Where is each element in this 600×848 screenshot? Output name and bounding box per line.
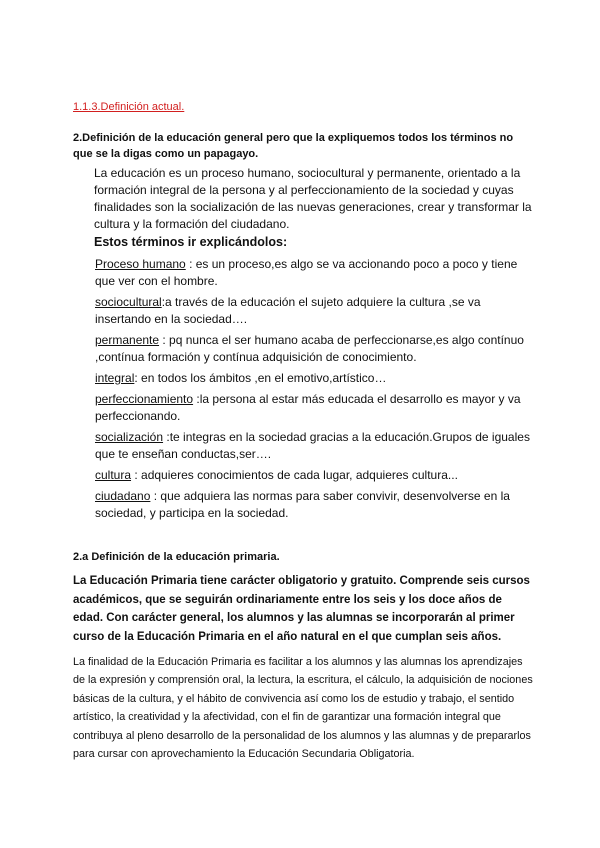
term-item-permanente (95, 332, 535, 366)
term-item-sociocultural (95, 294, 535, 328)
term-label: cultura (95, 468, 132, 482)
term-label: integral (95, 371, 135, 385)
section-heading-link[interactable]: 1.1.3.Definición actual. (73, 101, 185, 113)
term-label: socialización (95, 430, 164, 444)
term-explanation: : pq nunca el ser humano acaba de perfeccionarse,es algo contínuo ,contínua formación y contínua adquisición de conocimiento. (95, 333, 524, 364)
term-label: Proceso humano (95, 257, 186, 271)
term-item-proceso-humano (95, 256, 535, 290)
term-label: permanente (95, 333, 160, 347)
term-item-ciudadano (95, 488, 535, 522)
term-item-cultura (95, 467, 535, 484)
term-explanation: : en todos los ámbitos ,en el emotivo,artístico… (134, 371, 387, 385)
term-explanation: :la persona al estar más educada el desarrollo es mayor y va perfeccionando. (95, 392, 521, 423)
education-definition: La educación es un proceso humano, sociocultural y permanente, orientado a la formación integral de la persona y al perfeccionamiento de la sociedad y cuyas finalidades son la socialización de las nuevas generaciones, crear y transformar la cultura y la formación del ciudadano. (94, 166, 532, 231)
question-2: 2.Definición de la educación general pero que la expliquemos todos los términos no que se la digas como un papagayo. (73, 132, 514, 160)
term-item-perfeccionamiento (95, 391, 535, 425)
term-label: perfeccionamiento (95, 392, 194, 406)
primary-education-purpose: La finalidad de la Educación Primaria es facilitar a los alumnos y las alumnas los aprendizajes de la expresión y comprensión oral, la lectura, la escritura, el cálculo, la adquisición de nociones básicas de la cultura, y el hábito de convivencia así como los de estudio y trabajo, el sentido artístico, la creatividad y la afectividad, con el fin de garantizar una formación integral que contribuya al pleno desarrollo de la personalidad de los alumnos y las alumnas y de prepararlos para cursar con aprovechamiento la Educación Secundaria Obligatoria. (73, 656, 533, 761)
term-explanation: : adquieres conocimientos de cada lugar, adquieres cultura... (131, 468, 458, 482)
term-explanation: :a través de la educación el sujeto adquiere la cultura ,se va insertando en la sociedad…. (95, 295, 481, 326)
term-label: ciudadano (95, 489, 151, 503)
term-explanation: :te integras en la sociedad gracias a la educación.Grupos de iguales que te enseñan conductas,ser…. (95, 430, 530, 461)
term-explanation: : que adquiera las normas para saber convivir, desenvolverse en la sociedad, y participa en la sociedad. (95, 489, 510, 520)
term-label: sociocultural (95, 295, 162, 309)
term-item-socializacion (95, 429, 535, 463)
terms-heading: Estos términos ir explicándolos: (94, 235, 288, 249)
section-2a-body: La Educación Primaria tiene carácter obligatorio y gratuito. Comprende seis cursos académicos, que se seguirán ordinariamente entre los seis y los doce años de edad. Con carácter general, los alumnos y las alumnas se incorporarán al primer curso de la Educación Primaria en el año natural en el que cumplan seis años. (73, 575, 530, 643)
section-2a-title: 2.a Definición de la educación primaria. (73, 551, 280, 563)
term-item-integral (95, 370, 535, 387)
term-explanation: : es un proceso,es algo se va accionando poco a poco y tiene que ver con el hombre. (95, 257, 518, 288)
terms-list (95, 256, 535, 526)
